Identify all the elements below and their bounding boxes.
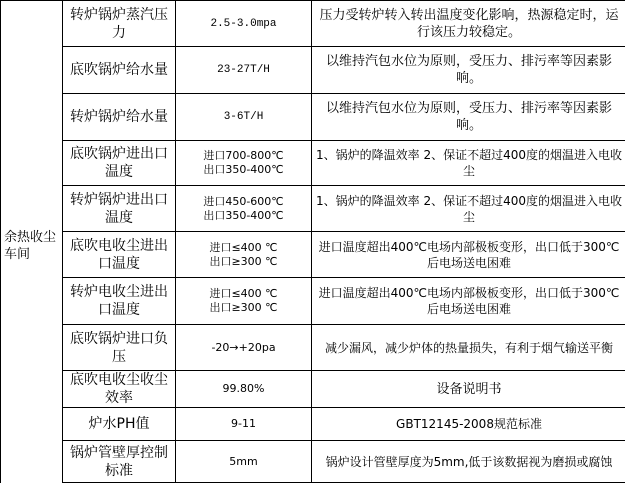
description-text: 以维持汽包水位为原则，受压力、排污率等因素影响。 <box>325 101 612 133</box>
description-text: 进口温度超出400℃电场内部极板变形，出口低于300℃后电场送电困难 <box>318 239 620 270</box>
item-label: 转炉锅炉进出口温度 <box>70 191 168 226</box>
description-text: 1、锅炉的降温效率 2、保证不超过400度的烟温进入电收尘 <box>316 193 622 224</box>
item-label: 炉水PH值 <box>88 416 150 432</box>
table-row <box>1 232 625 278</box>
value-cell[interactable] <box>176 47 312 94</box>
item-cell[interactable] <box>63 47 176 94</box>
item-cell[interactable] <box>63 1 176 47</box>
description-cell[interactable] <box>312 94 625 141</box>
item-cell[interactable] <box>63 141 176 186</box>
item-cell[interactable] <box>63 278 176 325</box>
section-label: 余热收尘车间 <box>4 229 57 262</box>
table-row <box>1 325 625 371</box>
value-cell[interactable] <box>176 141 312 186</box>
description-text: 进口温度超出400℃电场内部极板变形，出口低于300℃后电场送电困难 <box>318 286 620 316</box>
value-line-outlet: 出口350-400℃ <box>203 208 284 222</box>
value-text: 2.5-3.0mpa <box>210 17 277 30</box>
table-row <box>1 94 625 141</box>
table-row <box>1 278 625 325</box>
description-text: GBT12145-2008规范标准 <box>396 417 542 431</box>
description-cell[interactable] <box>312 371 625 408</box>
value-text: 3-6T/H <box>223 111 264 123</box>
value-line-outlet: 出口≥300 ℃ <box>209 254 278 268</box>
description-text: 设备说明书 <box>436 381 502 397</box>
description-text: 1、锅炉的降温效率 2、保证不超过400度的烟温进入电收尘 <box>316 148 622 178</box>
value-text: 23-27T/H <box>217 64 270 76</box>
value-cell[interactable] <box>176 371 312 408</box>
item-label: 底吹锅炉给水量 <box>70 62 168 78</box>
value-cell[interactable] <box>176 441 312 483</box>
description-cell[interactable] <box>312 186 625 232</box>
item-cell[interactable] <box>63 408 176 441</box>
value-line-inlet: 进口≤400 ℃ <box>209 240 278 254</box>
description-cell[interactable] <box>312 1 625 47</box>
item-label: 底吹锅炉进出口温度 <box>70 146 168 180</box>
value-cell[interactable] <box>176 232 312 278</box>
description-cell[interactable] <box>312 278 625 325</box>
value-line-outlet: 出口≥300 ℃ <box>209 301 278 314</box>
description-text: 减少漏风，减少炉体的热量损失，有利于烟气输送平衡 <box>324 340 613 355</box>
item-cell[interactable] <box>63 441 176 483</box>
value-line-inlet: 进口700-800℃ <box>203 149 284 162</box>
value-cell[interactable] <box>176 278 312 325</box>
item-label: 转炉锅炉蒸汽压力 <box>70 6 168 41</box>
item-cell[interactable] <box>63 94 176 141</box>
table-row <box>1 141 625 186</box>
description-cell[interactable] <box>312 232 625 278</box>
value-line-inlet: 进口450-600℃ <box>203 194 284 208</box>
value-text: 5mm <box>229 454 258 468</box>
description-cell[interactable] <box>312 441 625 483</box>
value-cell[interactable] <box>176 94 312 141</box>
description-text: 压力受转炉转入转出温度变化影响，热源稳定时，运行该压力较稳定。 <box>319 7 619 40</box>
item-label: 转炉电收尘进出口温度 <box>70 284 168 318</box>
value-text: 99.80% <box>222 382 265 395</box>
value-line-outlet: 出口350-400℃ <box>203 163 284 176</box>
item-label: 转炉锅炉给水量 <box>70 109 168 125</box>
section-label-cell[interactable] <box>1 1 63 483</box>
value-cell[interactable] <box>176 1 312 47</box>
item-cell[interactable] <box>63 325 176 371</box>
item-label: 底吹电收尘收尘效率 <box>70 372 168 406</box>
value-text: 9-11 <box>231 417 256 430</box>
table-row <box>1 1 625 47</box>
description-text: 以维持汽包水位为原则，受压力、排污率等因素影响。 <box>325 54 612 86</box>
item-cell[interactable] <box>63 186 176 232</box>
value-cell[interactable] <box>176 325 312 371</box>
item-cell[interactable] <box>63 232 176 278</box>
value-text: -20→+20pa <box>211 340 276 354</box>
item-cell[interactable] <box>63 371 176 408</box>
description-cell[interactable] <box>312 408 625 441</box>
value-cell[interactable] <box>176 408 312 441</box>
item-label: 底吹电收尘进出口温度 <box>70 237 168 272</box>
description-cell[interactable] <box>312 47 625 94</box>
item-label: 底吹锅炉进口负压 <box>70 330 168 365</box>
item-label: 锅炉管壁厚控制标准 <box>70 444 168 479</box>
description-cell[interactable] <box>312 141 625 186</box>
description-cell[interactable] <box>312 325 625 371</box>
table-row <box>1 371 625 408</box>
description-text: 锅炉设计管壁厚度为5mm,低于该数据视为磨损或腐蚀 <box>325 454 613 469</box>
table-row <box>1 186 625 232</box>
table-row <box>1 441 625 483</box>
value-line-inlet: 进口≤400 ℃ <box>209 287 278 300</box>
table-row <box>1 47 625 94</box>
value-cell[interactable] <box>176 186 312 232</box>
table-row <box>1 408 625 441</box>
